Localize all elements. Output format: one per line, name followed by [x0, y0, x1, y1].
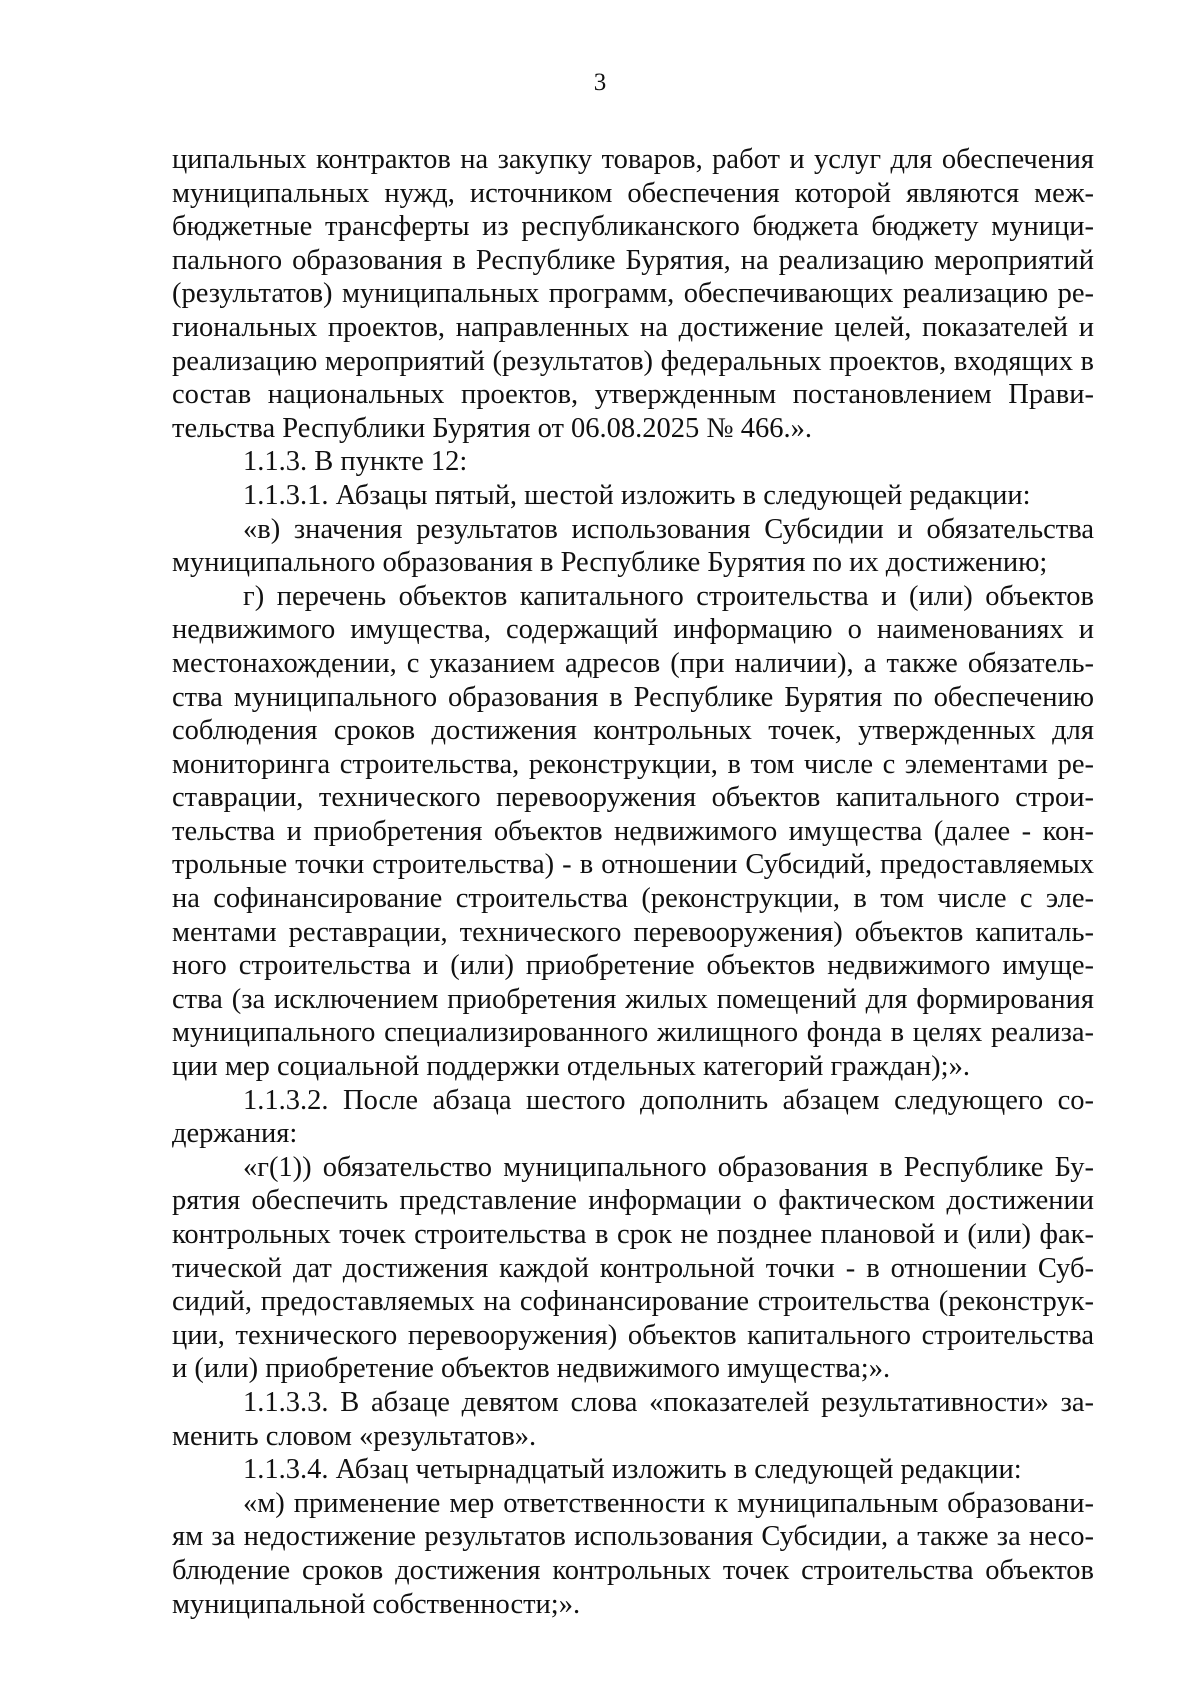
- paragraph-subitem-m: «м) применение мер ответственности к муниципальным образовани-ям за недостижение результатов использования Субсидии, а также за несо-блюдение сроков достижения контрольных точек строительства объектов муниципальной собственности;».: [172, 1487, 1094, 1620]
- paragraph-item-1-1-3: 1.1.3. В пункте 12:: [243, 446, 468, 478]
- paragraph-item-1-1-3-1: 1.1.3.1. Абзацы пятый, шестой изложить в следующей редакции:: [243, 479, 1031, 511]
- paragraph-item-1-1-3-3: 1.1.3.3. В абзаце девятом слова «показателей результативности» за-менить словом «результатов».: [172, 1386, 1094, 1452]
- page-number: 3: [593, 69, 607, 96]
- paragraph-subitem-g: г) перечень объектов капитального строительства и (или) объектов недвижимого имущества, содержащий информацию о наименованиях и местонахождении, с указанием адресов (при наличии), а также обязатель-ства муниципального образования в Республике Бурятия по обеспечению соблюдения сроков достижения контрольных точек, утвержденных для мониторинга строительства, реконструкции, в том числе с элементами ре-ставрации, технического перевооружения объектов капитального строи-тельства и приобретения объектов недвижимого имущества (далее - кон-трольные точки строительства) - в отношении Субсидий, предоставляемых на софинансирование строительства (реконструкции, в том числе с эле-ментами реставрации, технического перевооружения) объектов капиталь-ного строительства и (или) приобретение объектов недвижимого имуще-ства (за исключением приобретения жилых помещений для формирования муниципального специализированного жилищного фонда в целях реализа-ции мер социальной поддержки отдельных категорий граждан);».: [172, 580, 1094, 1083]
- paragraph-item-1-1-3-2: 1.1.3.2. После абзаца шестого дополнить абзацем следующего со-держания:: [172, 1084, 1094, 1150]
- paragraph-continuation: ципальных контрактов на закупку товаров, работ и услуг для обеспечения муниципальных нужд, источником обеспечения которой являются меж-бюджетные трансферты из республиканского бюджета бюджету муници-пального образования в Республике Бурятия, на реализацию мероприятий (результатов) муниципальных программ, обеспечивающих реализацию ре-гиональных проектов, направленных на достижение целей, показателей и реализацию мероприятий (результатов) федеральных проектов, входящих в состав национальных проектов, утвержденным постановлением Прави-тельства Республики Бурятия от 06.08.2025 № 466.».: [172, 144, 1094, 444]
- paragraph-subitem-g1: «г(1)) обязательство муниципального образования в Республике Бу-рятия обеспечить представление информации о фактическом достижении контрольных точек строительства в срок не позднее плановой и (или) фак-тической дат достижения каждой контрольной точки - в отношении Суб-сидий, предоставляемых на софинансирование строительства (реконструк-ции, технического перевооружения) объектов капитального строительства и (или) приобретение объектов недвижимого имущества;».: [172, 1151, 1094, 1385]
- document-body: [172, 143, 1094, 1621]
- paragraph-item-1-1-3-4: 1.1.3.4. Абзац четырнадцатый изложить в следующей редакции:: [243, 1454, 1022, 1486]
- paragraph-subitem-v: «в) значения результатов использования Субсидии и обязательства муниципального образования в Республике Бурятия по их достижению;: [172, 513, 1094, 579]
